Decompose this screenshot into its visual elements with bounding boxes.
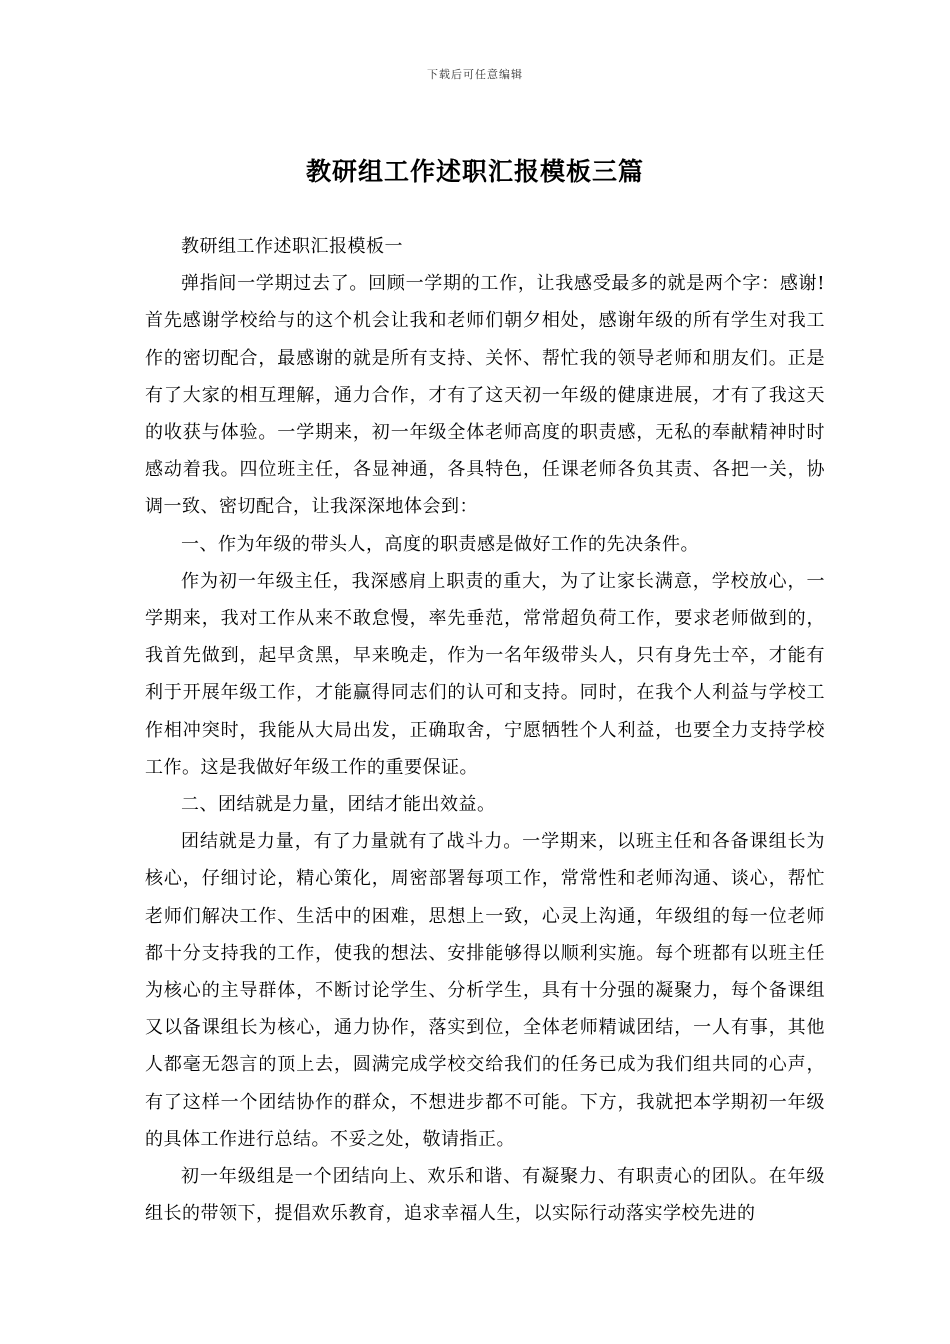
document-body [145,228,825,1232]
document-title: 教研组工作述职汇报模板三篇 [305,157,644,186]
section-heading: 教研组工作述职汇报模板一 [181,236,403,257]
subheading: 一、作为年级的带头人，高度的职责感是做好工作的先决条件。 [181,533,699,555]
paragraph: 团结就是力量，有了力量就有了战斗力。一学期来，以班主任和各备课组长为核心，仔细讨论，精心策化，周密部署每项工作，常常性和老师沟通、谈心，帮忙老师们解决工作、生活中的困难，思想上一致，心灵上沟通，年级组的每一位老师都十分支持我的工作，使我的想法、安排能够得以顺利实施。每个班都有以班主任为核心的主导群体，不断讨论学生、分析学生，具有十分强的凝聚力，每个备课组又以备课组长为核心，通力协作，落实到位，全体老师精诚团结，一人有事，其他人都毫无怨言的顶上去，圆满完成学校交给我们的任务已成为我们组共同的心声，有了这样一个团结协作的群众，不想进步都不可能。下方，我就把本学期初一年级的具体工作进行总结。不妥之处，敬请指正。 [145,831,825,1150]
paragraph: 弹指间一学期过去了。回顾一学期的工作，让我感受最多的就是两个字：感谢!首先感谢学校给与的这个机会让我和老师们朝夕相处，感谢年级的所有学生对我工作的密切配合，最感谢的就是所有支持、关怀、帮忙我的领导老师和朋友们。正是有了大家的相互理解，通力合作，才有了这天初一年级的健康进展，才有了我这天的收获与体验。一学期来，初一年级全体老师高度的职责感，无私的奉献精神时时感动着我。四位班主任，各显神通，各具特色，任课老师各负其责、各把一关，协调一致、密切配合，让我深深地体会到： [145,273,825,518]
header-note: 下载后可任意编辑 [427,68,523,81]
paragraph: 初一年级组是一个团结向上、欢乐和谐、有凝聚力、有职责心的团队。在年级组长的带领下，提倡欢乐教育，追求幸福人生，以实际行动落实学校先进的 [145,1166,825,1225]
subheading: 二、团结就是力量，团结才能出效益。 [181,794,496,816]
paragraph: 作为初一年级主任，我深感肩上职责的重大，为了让家长满意，学校放心，一学期来，我对工作从来不敢怠慢，率先垂范，常常超负荷工作，要求老师做到的，我首先做到，起早贪黑，早来晚走，作为一名年级带头人，只有身先士卒，才能有利于开展年级工作，才能赢得同志们的认可和支持。同时，在我个人利益与学校工作相冲突时，我能从大局出发，正确取舍，宁愿牺牲个人利益，也要全力支持学校工作。这是我做好年级工作的重要保证。 [145,570,825,778]
